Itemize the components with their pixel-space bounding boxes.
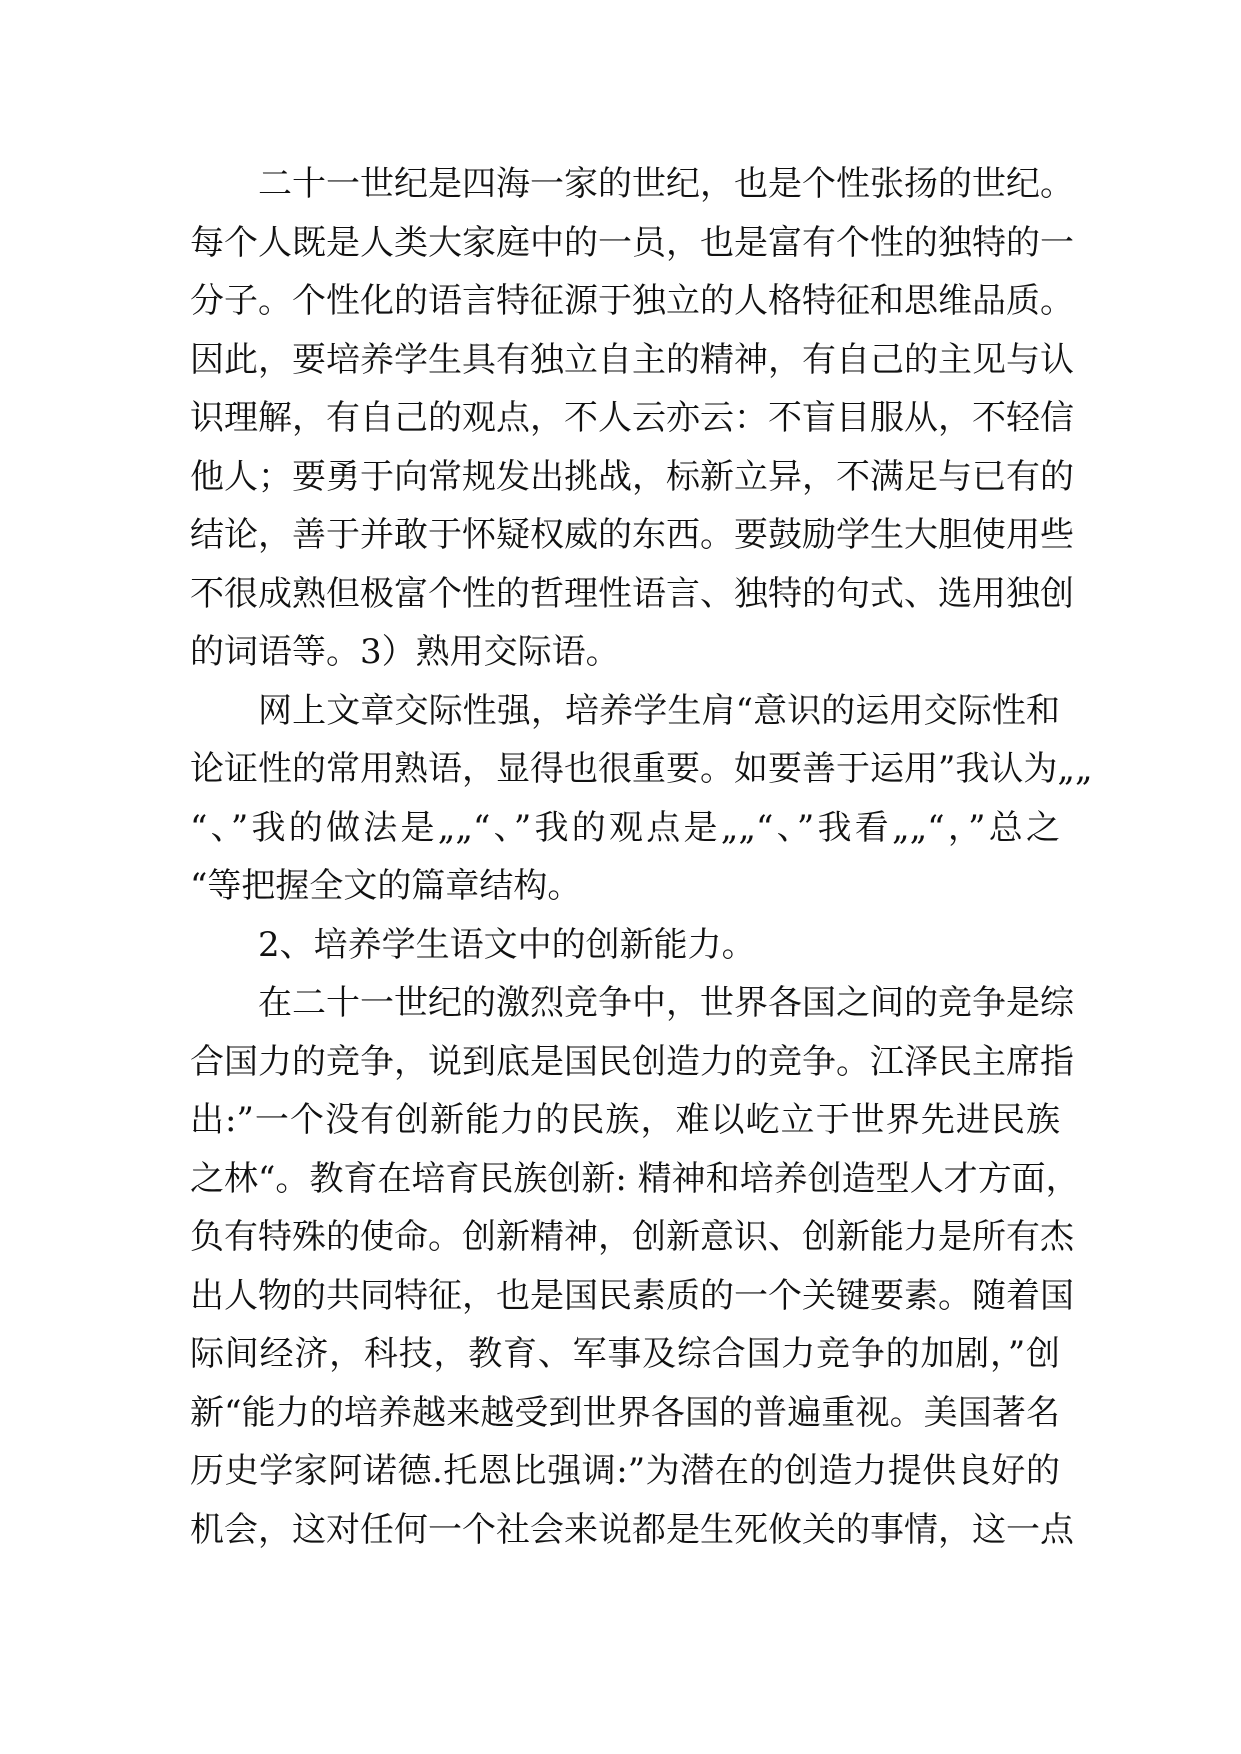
text-line: 在二十一世纪的激烈竞争中，世界各国之间的竞争是综 <box>258 983 1074 1023</box>
text-line: 不很成熟但极富个性的哲理性语言、独特的句式、选用独创 <box>190 573 1074 614</box>
text-line: 新“能力的培养越来越受到世界各国的普遍重视。美国著名 <box>190 1392 1060 1433</box>
text-line: 出:”一个没有创新能力的民族，难以屹立于世界先进民族 <box>190 1100 1060 1140</box>
text-line: 之林“。教育在培育民族创新: 精神和培养创造型人才方面， <box>190 1158 1080 1199</box>
body-text <box>190 155 1093 1559</box>
text-line: 出人物的共同特征，也是国民素质的一个关键要素。随着国 <box>190 1275 1074 1316</box>
text-line: 他人；要勇于向常规发出挑战，标新立异，不满足与已有的 <box>190 456 1074 497</box>
text-line: 际间经济，科技，教育、军事及综合国力竞争的加剧，”创 <box>190 1334 1060 1374</box>
text-line: 的词语等。3）熟用交际语。 <box>190 632 620 672</box>
text-line: 机会，这对任何一个社会来说都是生死攸关的事情，这一点 <box>190 1509 1074 1550</box>
text-line: 网上文章交际性强，培养学生肩“意识的运用交际性和 <box>258 690 1060 731</box>
text-line: 负有特殊的使命。创新精神，创新意识、创新能力是所有杰 <box>190 1217 1074 1257</box>
text-line: 合国力的竞争，说到底是国民创造力的竞争。江泽民主席指 <box>190 1041 1074 1082</box>
section-heading: 2、培养学生语文中的创新能力。 <box>258 924 756 965</box>
text-line: 每个人既是人类大家庭中的一员，也是富有个性的独特的一 <box>190 222 1074 263</box>
text-line: 结论，善于并敢于怀疑权威的东西。要鼓励学生大胆使用些 <box>190 515 1074 555</box>
text-line: 识理解，有自己的观点，不人云亦云：不盲目服从，不轻信 <box>190 398 1074 438</box>
text-line: 分子。个性化的语言特征源于独立的人格特征和思维品质。 <box>190 281 1074 321</box>
text-line: 历史学家阿诺德.托恩比强调:”为潜在的创造力提供良好的 <box>190 1451 1060 1491</box>
text-line: 二十一世纪是四海一家的世纪，也是个性张扬的世纪。 <box>258 164 1074 204</box>
text-line: “等把握全文的篇章结构。 <box>190 866 582 906</box>
text-line: 论证性的常用熟语，显得也很重要。如要善于运用”我认为„„ <box>190 749 1093 789</box>
text-line: “、”我的做法是„„“、”我的观点是„„“、”我看„„“，”总之 <box>190 807 1060 848</box>
text-line: 因此，要培养学生具有独立自主的精神，有自己的主见与认 <box>190 339 1074 380</box>
